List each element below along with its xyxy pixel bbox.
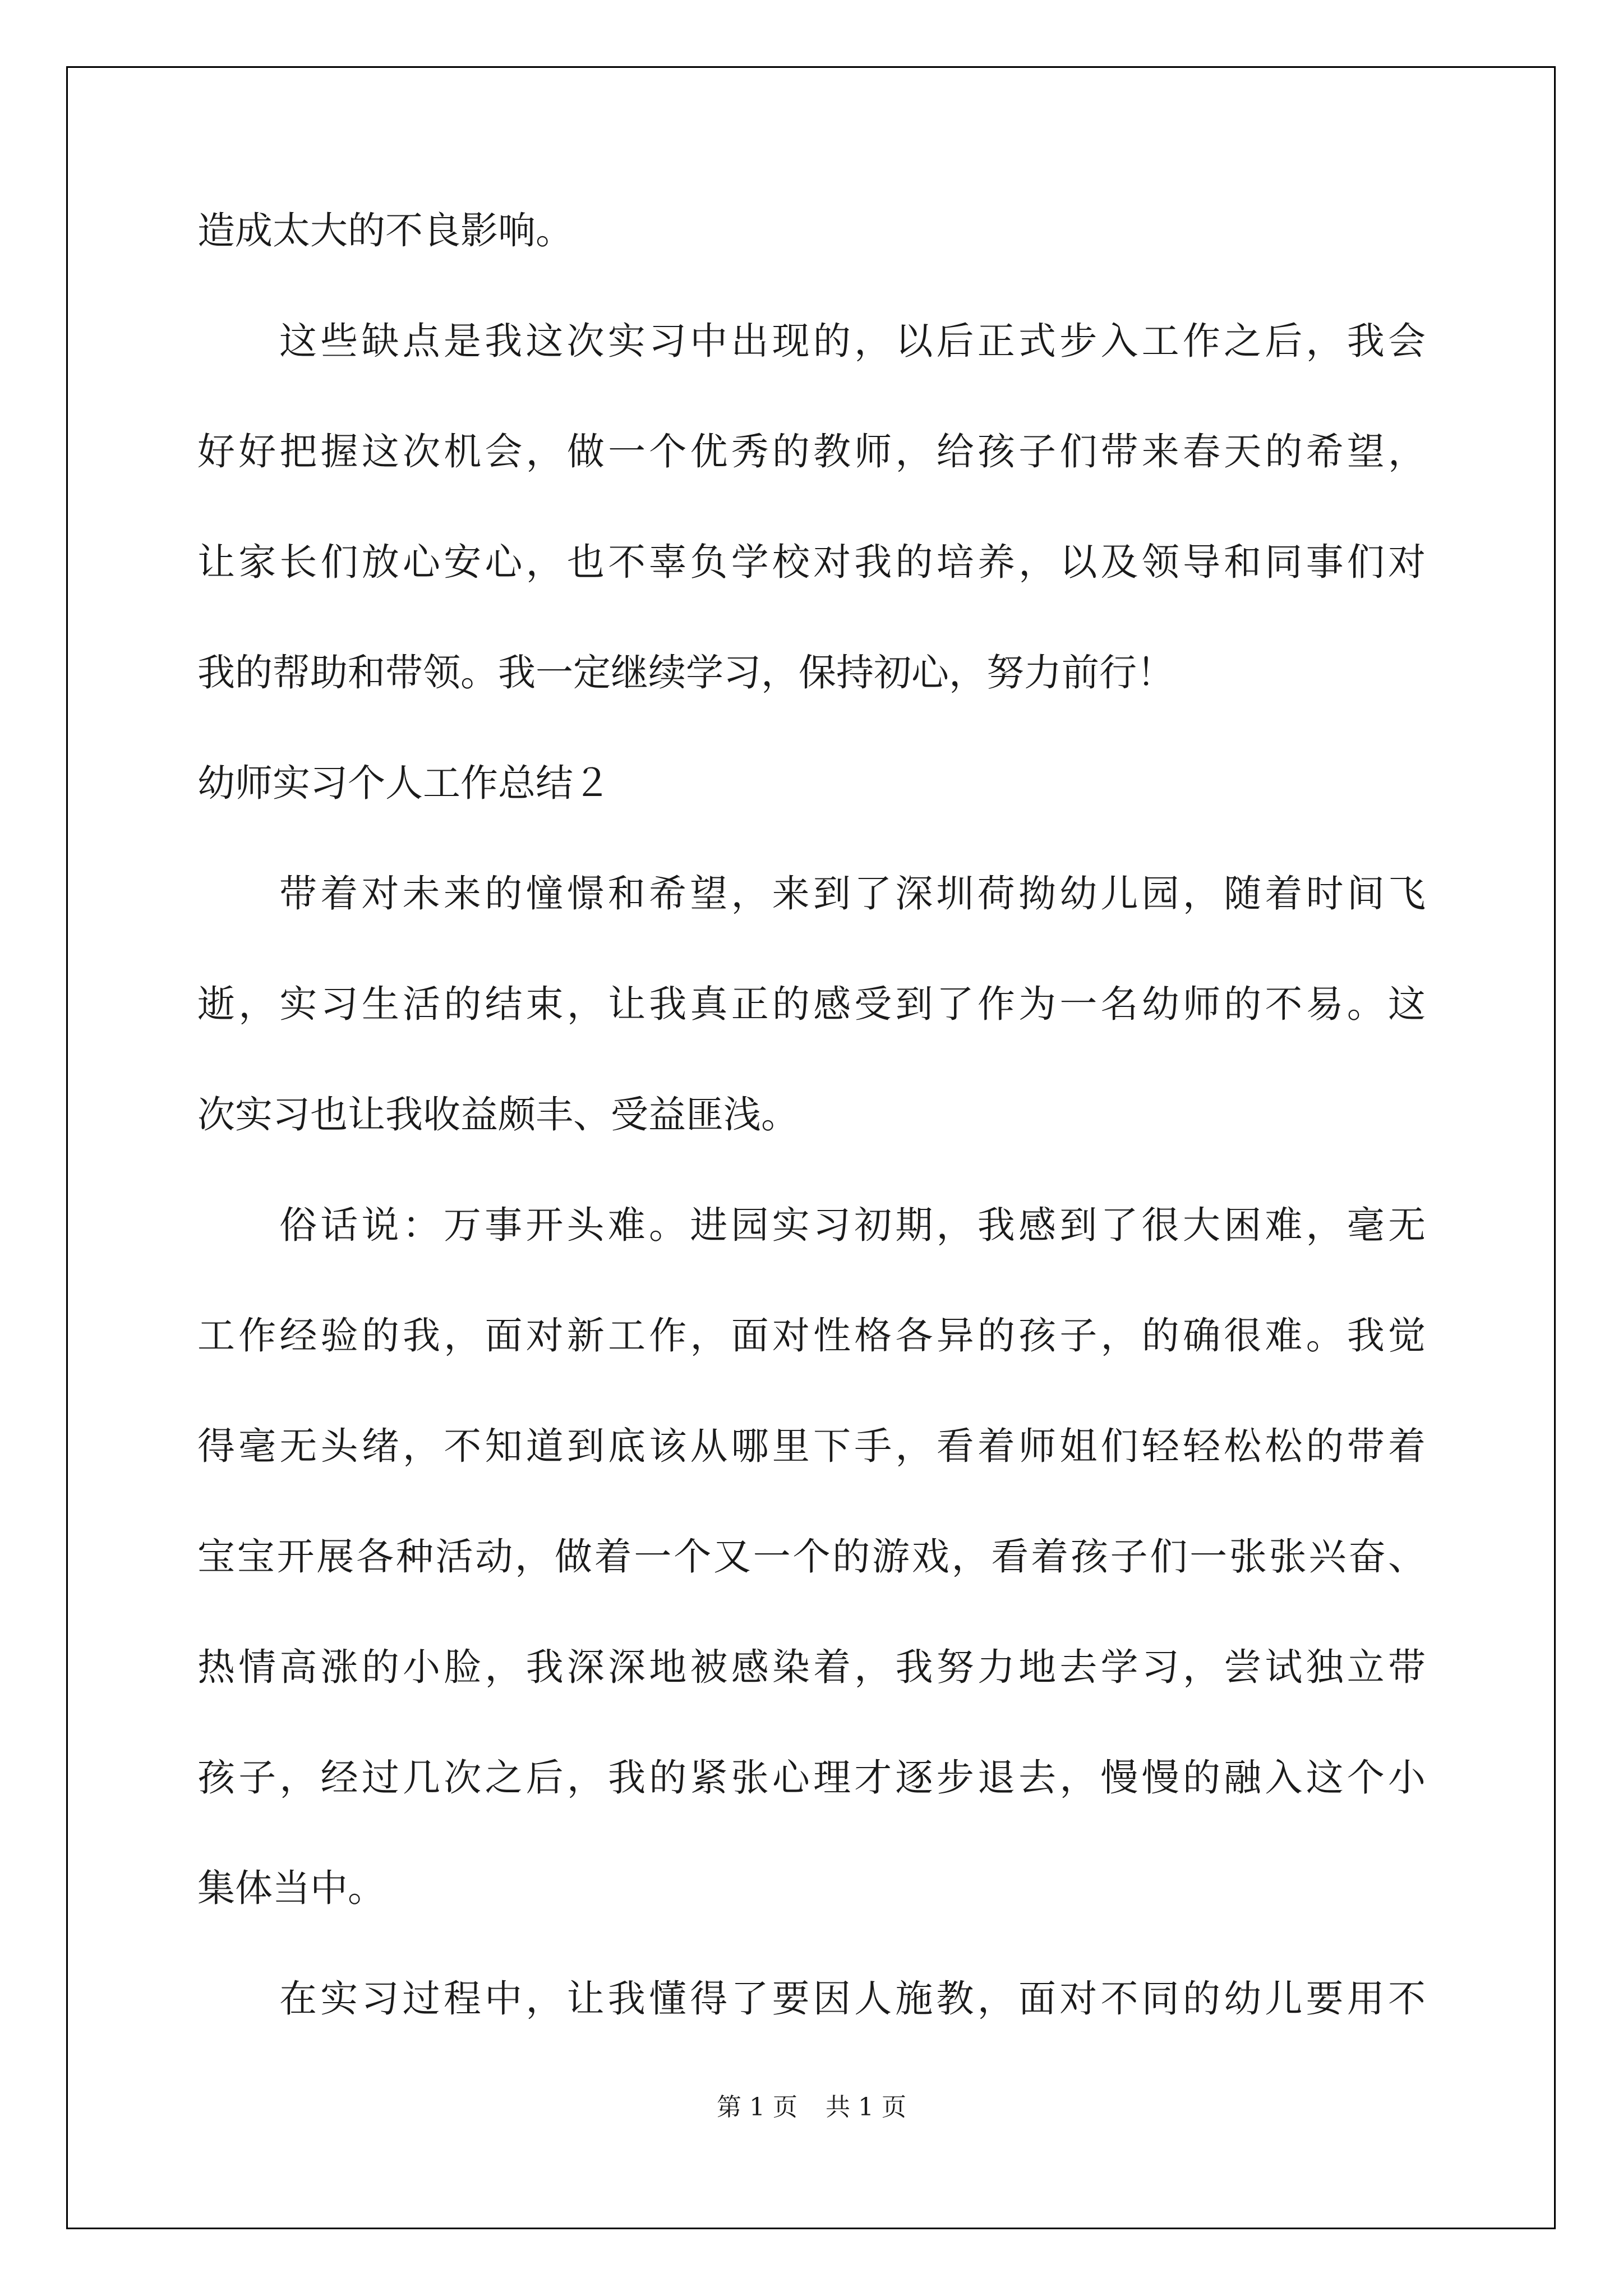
text-line: 我的帮助和带领。我一定继续学习，保持初心，努力前行！ [197,651,1174,694]
text-line: 这些缺点是我这次实习中出现的，以后正式步入工作之后，我会 [279,319,1426,363]
page-number-total: 共 1 页 [826,2093,906,2122]
text-line: 次实习也让我收益颇丰、受益匪浅。 [197,1093,799,1137]
text-line: 让家长们放心安心，也不辜负学校对我的培养，以及领导和同事们对 [197,540,1426,584]
text-line: 俗话说：万事开头难。进园实习初期，我感到了很大困难，毫无 [279,1203,1426,1247]
text-line: 逝，实习生活的结束，让我真正的感受到了作为一名幼师的不易。这 [197,982,1426,1026]
document-body [197,209,1426,2091]
text-line: 集体当中。 [197,1866,385,1910]
text-line: 得毫无头绪，不知道到底该从哪里下手，看着师姐们轻轻松松的带着 [197,1424,1426,1468]
text-line: 带着对未来的憧憬和希望，来到了深圳荷拗幼儿园，随着时间飞 [279,872,1426,915]
text-line: 好好把握这次机会，做一个优秀的教师，给孩子们带来春天的希望， [197,430,1426,473]
page-number-current: 第 1 页 [717,2093,797,2122]
text-line: 工作经验的我，面对新工作，面对性格各异的孩子，的确很难。我觉 [197,1314,1426,1358]
text-line: 宝宝开展各种活动，做着一个又一个的游戏，看着孩子们一张张兴奋、 [197,1535,1426,1579]
page-footer [0,2087,1623,2123]
text-line: 热情高涨的小脸，我深深地被感染着，我努力地去学习，尝试独立带 [197,1645,1426,1689]
section-heading: 幼师实习个人工作总结２ [197,761,611,805]
text-line: 孩子，经过几次之后，我的紧张心理才逐步退去，慢慢的融入这个小 [197,1756,1426,1800]
text-line: 造成太大的不良影响。 [197,209,573,252]
text-line: 在实习过程中，让我懂得了要因人施教，面对不同的幼儿要用不 [279,1977,1426,2021]
